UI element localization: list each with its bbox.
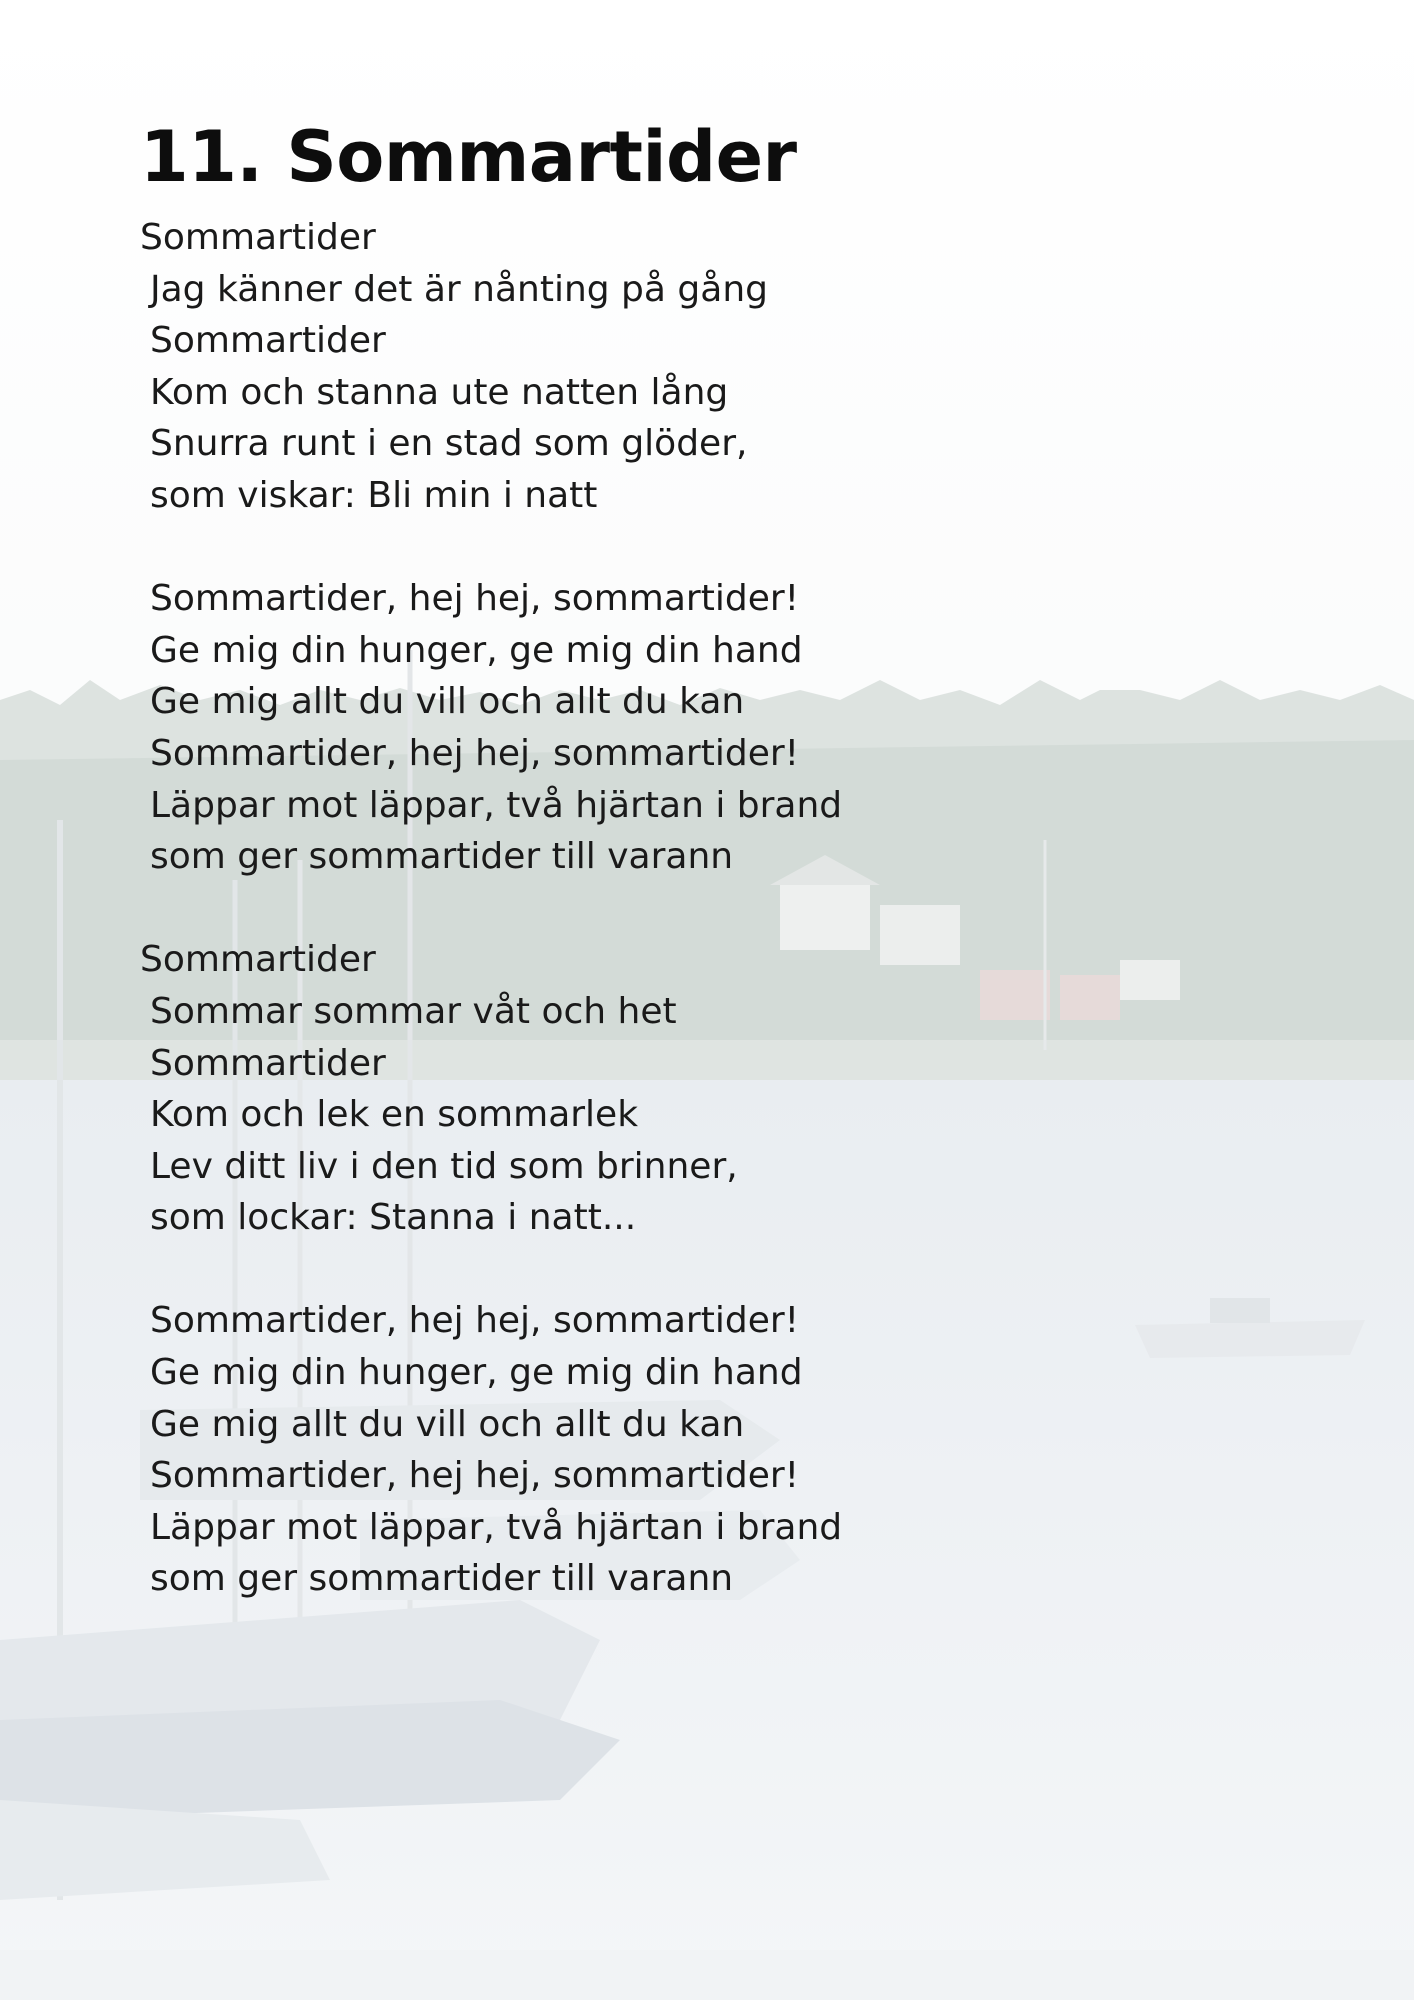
lyric-line: Jag känner det är nånting på gång [150,268,768,310]
lyric-line: Ge mig allt du vill och allt du kan [150,1403,745,1445]
lyric-line: Sommartider, hej hej, sommartider! [150,578,800,620]
lyric-line: Kom och lek en sommarlek [150,1094,639,1136]
lyric-line: Sommartider, hej hej, sommartider! [150,1300,800,1342]
lyric-line: Läppar mot läppar, två hjärtan i brand [150,784,843,826]
verse-2 [140,934,1140,1244]
lyric-line: Sommartider [140,217,376,258]
chorus-1 [140,573,1140,883]
lyric-line: Ge mig din hunger, ge mig din hand [150,629,803,671]
lyric-line: Sommartider [140,939,376,981]
lyric-line: som viskar: Bli min i natt [150,474,598,516]
lyric-line: Ge mig din hunger, ge mig din hand [150,1352,803,1394]
lyric-line: Sommartider [150,1042,386,1084]
lyric-line: Läppar mot läppar, två hjärtan i brand [150,1506,843,1548]
lyric-line: Kom och stanna ute natten lång [150,371,729,413]
chorus-2 [140,1295,1140,1605]
lyric-line: som ger sommartider till varann [150,1558,734,1600]
verse-1 [140,212,1140,522]
lyric-line: Ge mig allt du vill och allt du kan [150,681,745,723]
lyric-line: Sommartider, hej hej, sommartider! [150,1455,800,1497]
lyric-line: Lev ditt liv i den tid som brinner, [150,1145,738,1187]
lyric-line: Sommartider, hej hej, sommartider! [150,732,800,774]
lyric-line: Sommartider [150,320,386,362]
song-lyrics [140,212,1140,1605]
lyric-line: Sommar sommar våt och het [150,990,677,1032]
lyric-line: som ger sommartider till varann [150,836,734,878]
song-content [140,112,1140,1657]
lyric-line: Snurra runt i en stad som glöder, [150,423,748,465]
lyric-line: som lockar: Stanna i natt... [150,1197,637,1239]
song-title: 11. Sommartider [140,116,797,198]
